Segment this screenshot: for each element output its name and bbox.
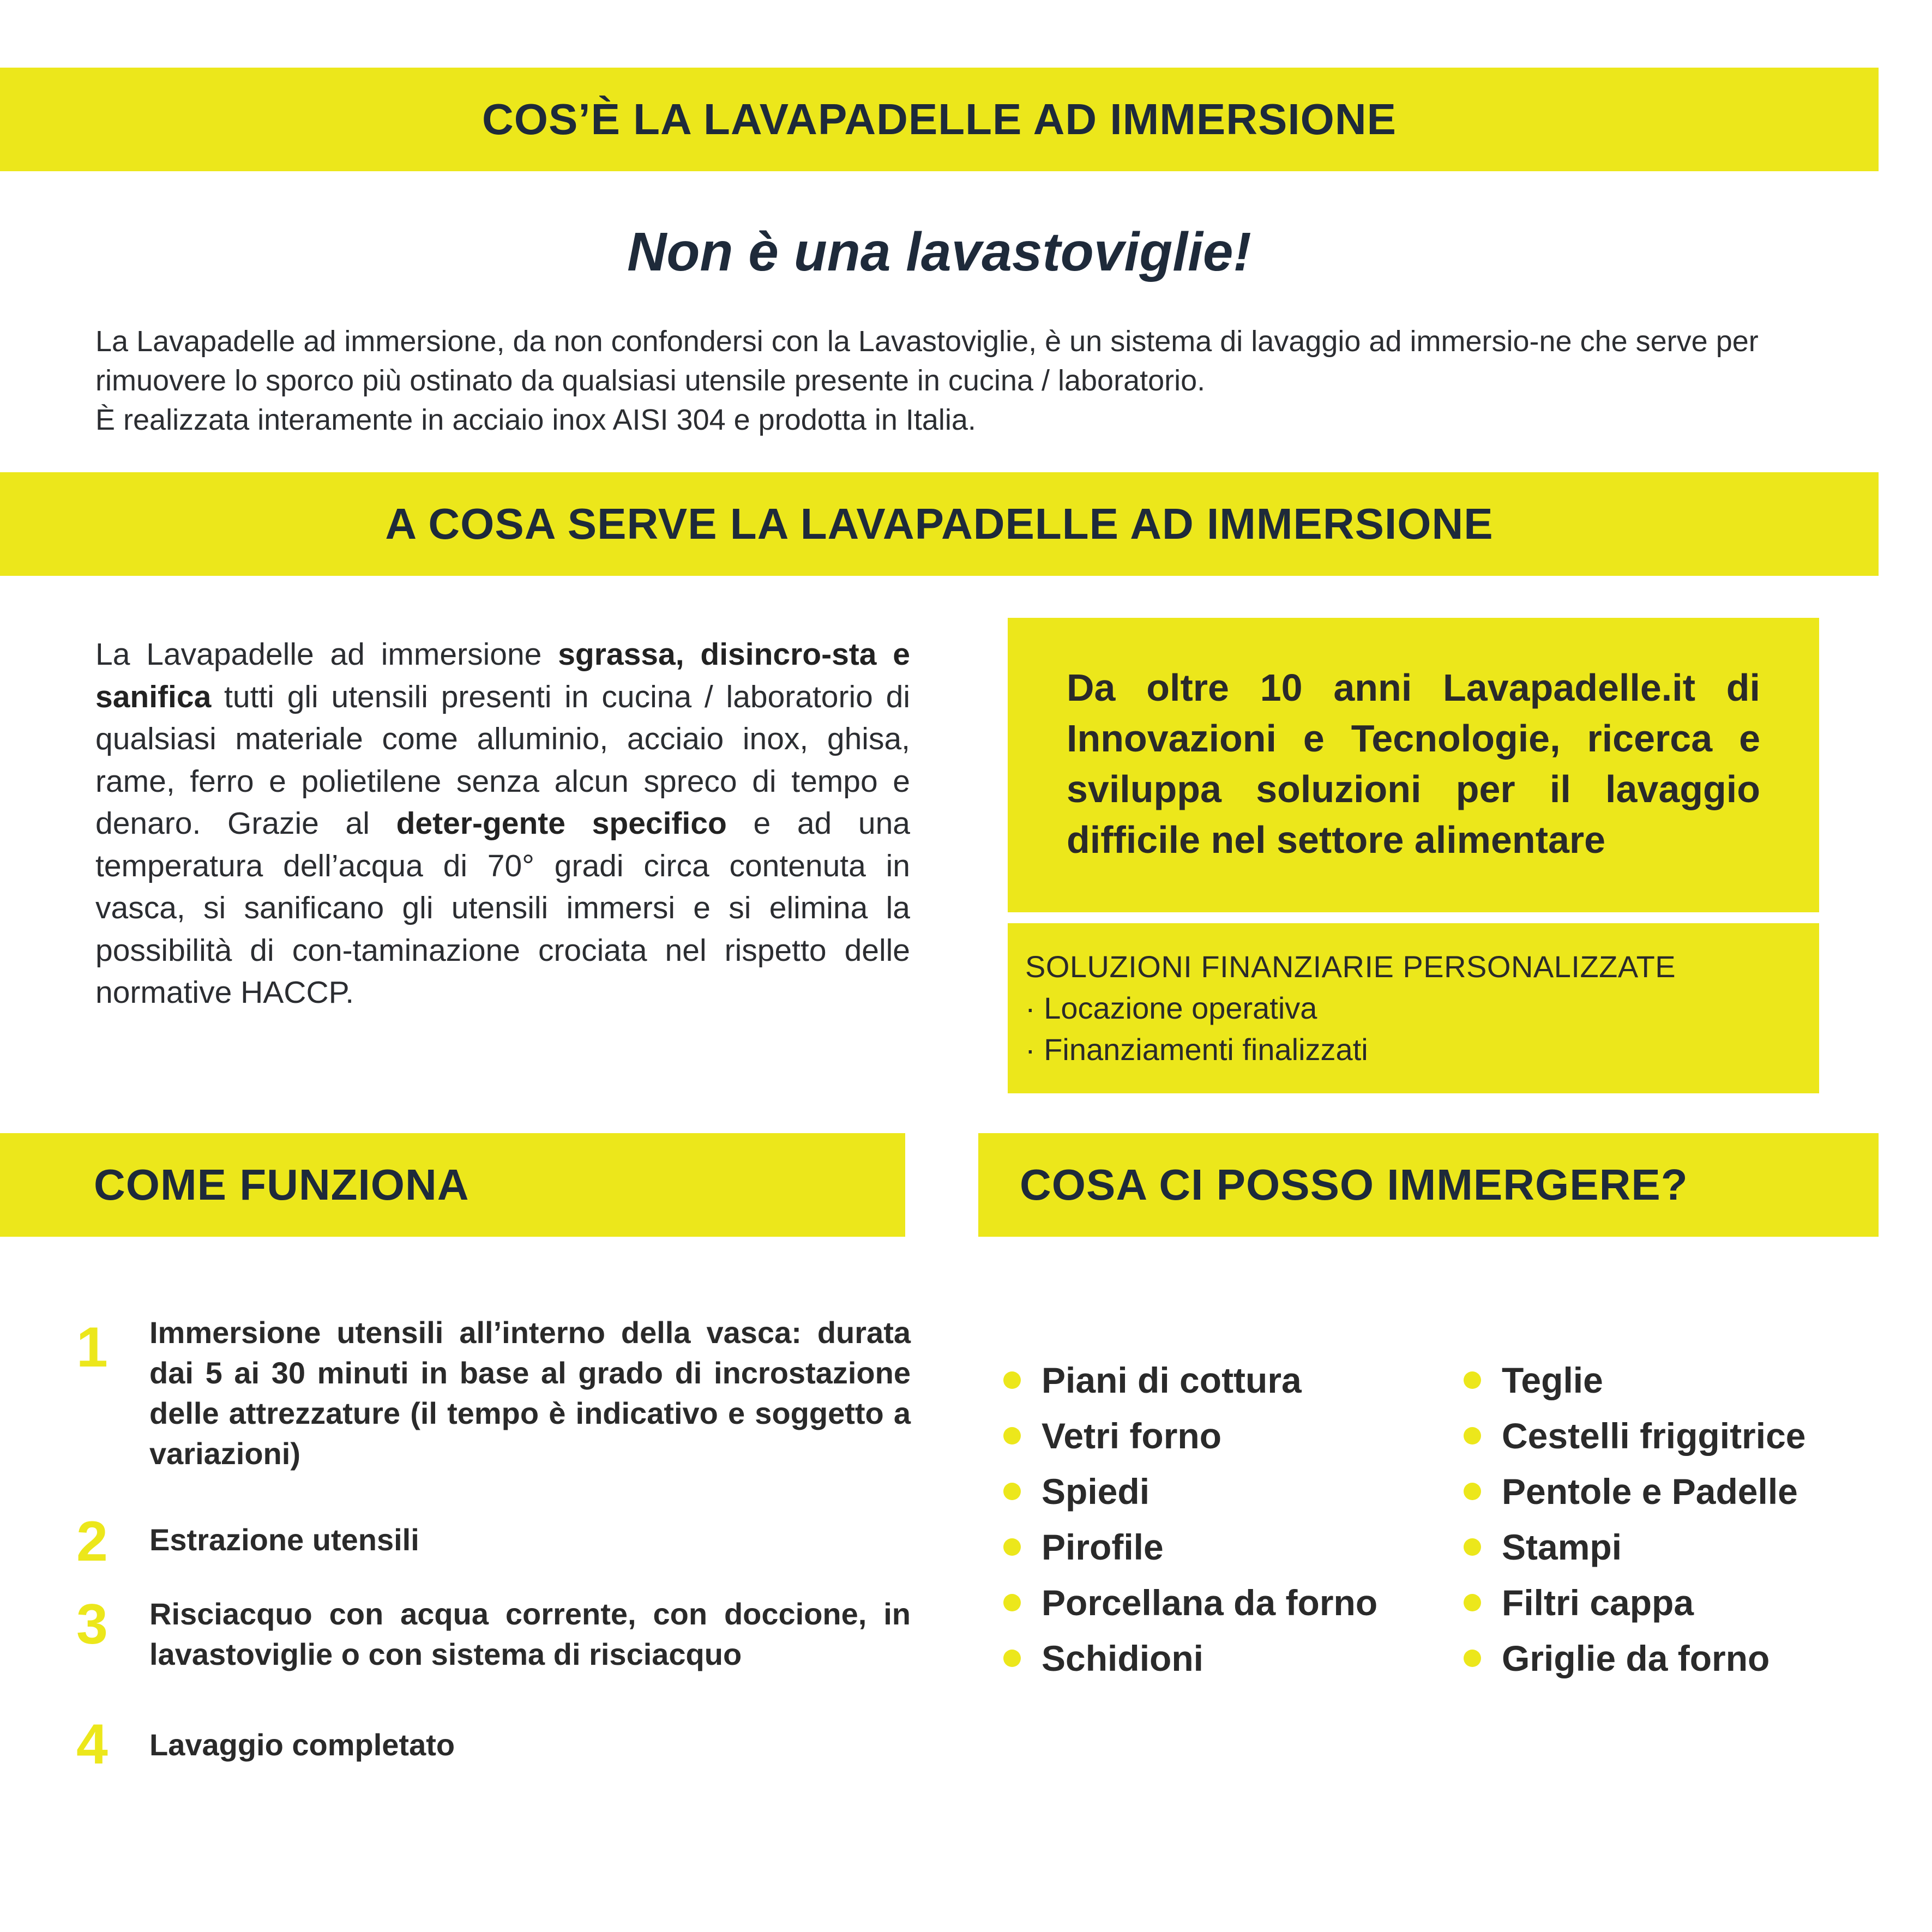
intro-line: La Lavapadelle ad immersione, da non confondersi con la Lavastoviglie, è un sistema di lavaggio ad immersio-ne che serve per rimuovere lo sporco più ostinato da qualsiasi utensile presente in cucina / laboratorio. xyxy=(95,325,1759,397)
subtitle: Non è una lavastoviglie! xyxy=(627,221,1251,282)
step-text: Estrazione utensili xyxy=(149,1522,419,1557)
promo-box xyxy=(1008,618,1819,912)
step-number: 1 xyxy=(76,1316,108,1379)
section-header-how-it-works xyxy=(0,1133,905,1237)
items-list-left xyxy=(1003,1352,1377,1686)
bullet-icon xyxy=(1464,1538,1481,1556)
bullet-icon xyxy=(1464,1483,1481,1500)
step-number: 2 xyxy=(76,1510,108,1573)
bullet-icon xyxy=(1464,1427,1481,1445)
bullet-icon xyxy=(1003,1650,1021,1667)
step-text: Risciacquo con acqua corrente, con doccione, in lavastoviglie o con sistema di risciacquo xyxy=(149,1597,911,1671)
list-item: Teglie xyxy=(1464,1352,1806,1408)
section-title: COS’È LA LAVAPADELLE AD IMMERSIONE xyxy=(482,95,1397,143)
list-item: Pirofile xyxy=(1003,1519,1377,1575)
bullet-icon xyxy=(1464,1371,1481,1389)
bullet-icon xyxy=(1003,1594,1021,1611)
step-number: 4 xyxy=(76,1713,108,1776)
bullet-icon xyxy=(1003,1427,1021,1445)
list-item: Griglie da forno xyxy=(1464,1630,1806,1686)
description-text: tutti gli utensili presenti in cucina / laboratorio di qualsiasi materiale come alluminio, acciaio inox, ghisa, rame, ferro e polietilene senza alcun spreco di tempo e denaro. Grazie al xyxy=(95,679,910,841)
description-highlight: sgrassa, disincro-sta e sanifica xyxy=(95,637,910,714)
list-item: Cestelli friggitrice xyxy=(1464,1408,1806,1464)
bullet-icon xyxy=(1003,1483,1021,1500)
description-text: La Lavapadelle ad immersione xyxy=(95,637,558,672)
finance-title: SOLUZIONI FINANZIARIE PERSONALIZZATE xyxy=(1025,949,1676,984)
promo-text: Da oltre 10 anni Lavapadelle.it di Innovazioni e Tecnologie, ricerca e sviluppa soluzioni per il lavaggio difficile nel settore alimentare xyxy=(1067,666,1760,861)
list-item: Piani di cottura xyxy=(1003,1352,1377,1408)
bullet-icon xyxy=(1464,1594,1481,1611)
intro-line: È realizzata interamente in acciaio inox AISI 304 e prodotta in Italia. xyxy=(95,404,976,436)
description-paragraph xyxy=(95,634,910,1014)
items-list-right xyxy=(1464,1352,1806,1686)
section-header-what-to-immerse xyxy=(978,1133,1879,1237)
section-header-purpose xyxy=(0,472,1879,576)
finance-box xyxy=(1008,923,1819,1093)
step-text: Lavaggio completato xyxy=(149,1728,455,1762)
step-number: 3 xyxy=(76,1593,108,1656)
finance-item: · Finanziamenti finalizzati xyxy=(1025,1032,1368,1067)
description-text: e ad una temperatura dell’acqua di 70° gradi circa contenuta in vasca, si sanificano gli utensili immersi e si elimina la possibilità di con-taminazione crociata nel rispetto delle normative HACCP. xyxy=(95,806,911,1010)
description-highlight: deter-gente specifico xyxy=(396,806,727,841)
bullet-icon xyxy=(1003,1538,1021,1556)
list-item: Filtri cappa xyxy=(1464,1575,1806,1630)
list-item: Spiedi xyxy=(1003,1464,1377,1519)
section-header-what-is xyxy=(0,68,1879,171)
section-title: COSA CI POSSO IMMERGERE? xyxy=(1020,1160,1688,1209)
finance-item: · Locazione operativa xyxy=(1025,991,1317,1025)
list-item: Vetri forno xyxy=(1003,1408,1377,1464)
list-item: Stampi xyxy=(1464,1519,1806,1575)
list-item: Schidioni xyxy=(1003,1630,1377,1686)
section-title: A COSA SERVE LA LAVAPADELLE AD IMMERSIONE xyxy=(385,499,1494,548)
section-title: COME FUNZIONA xyxy=(94,1160,470,1209)
bullet-icon xyxy=(1464,1650,1481,1667)
list-item: Porcellana da forno xyxy=(1003,1575,1377,1630)
list-item: Pentole e Padelle xyxy=(1464,1464,1806,1519)
bullet-icon xyxy=(1003,1371,1021,1389)
step-text: Immersione utensili all’interno della vasca: durata dai 5 ai 30 minuti in base al grado di incrostazione delle attrezzature (il tempo è indicativo e soggetto a variazioni) xyxy=(149,1315,911,1471)
intro-paragraph xyxy=(95,322,1827,440)
